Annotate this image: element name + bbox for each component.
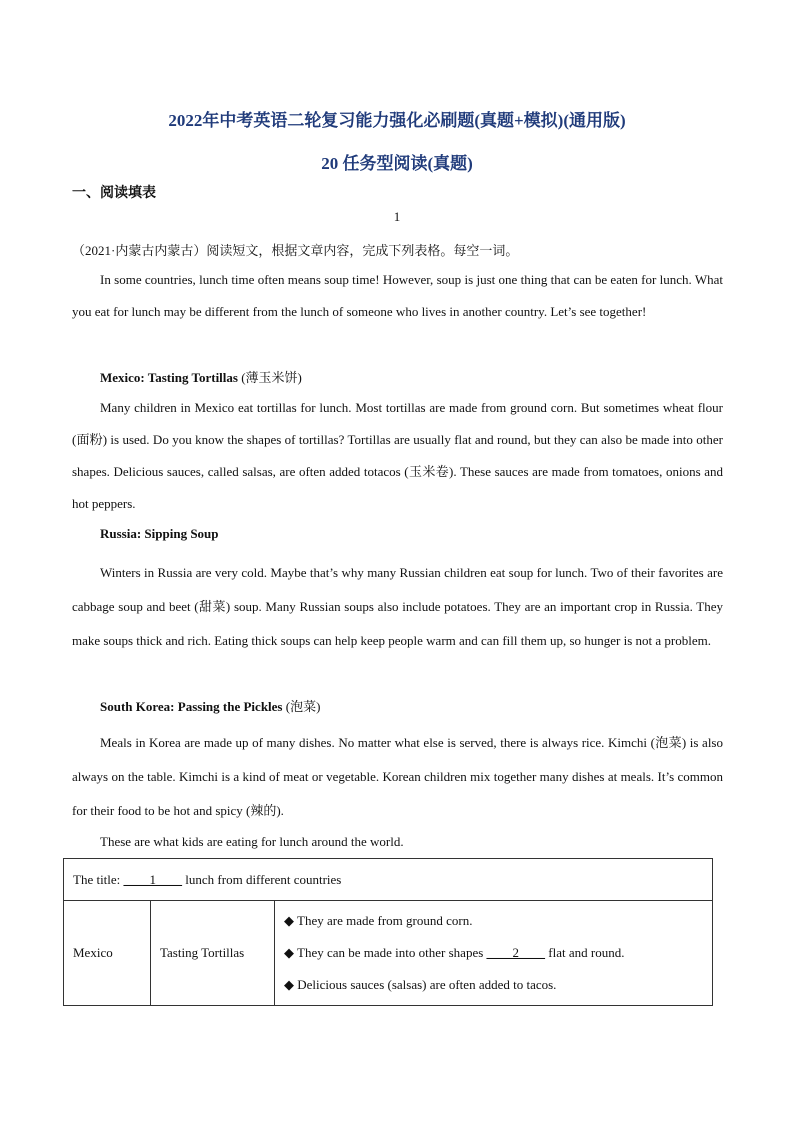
mexico-heading bbox=[100, 367, 302, 386]
table-title-cell bbox=[64, 859, 713, 901]
answer-table bbox=[63, 858, 713, 1006]
bullet-text: ◆ They can be made into other shapes bbox=[284, 945, 487, 960]
table-row bbox=[64, 859, 713, 901]
bullet-item bbox=[284, 937, 703, 969]
korea-heading-note: (泡菜) bbox=[282, 699, 321, 714]
bullet-item: ◆ They are made from ground corn. bbox=[284, 913, 473, 928]
russia-heading-text: Russia: Sipping Soup bbox=[100, 526, 219, 541]
question-source: （2021·内蒙古内蒙古）阅读短文，根据文章内容，完成下列表格。每空一词。 bbox=[72, 243, 519, 258]
table-row bbox=[64, 901, 713, 1006]
korea-heading bbox=[100, 696, 320, 715]
food-cell: Tasting Tortillas bbox=[151, 901, 275, 1006]
mexico-heading-text: Mexico: Tasting Tortillas bbox=[100, 370, 238, 385]
question-number: 1 bbox=[393, 209, 401, 224]
russia-heading bbox=[100, 526, 219, 542]
document-subtitle: 20 任务型阅读(真题) bbox=[321, 154, 473, 173]
answer-blank-2[interactable]: ____2____ bbox=[486, 945, 546, 960]
table-title-prefix: The title: bbox=[73, 871, 124, 887]
document-title: 2022年中考英语二轮复习能力强化必刷题(真题+模拟)(通用版) bbox=[168, 111, 626, 130]
passage-intro: In some countries, lunch time often means soup time! However, soup is just one thing that can be eaten for lunch. What you eat for lunch may be different from the lunch of someone who lives in another country. Let’s see together! bbox=[72, 272, 723, 319]
russia-paragraph: Winters in Russia are very cold. Maybe that’s why many Russian children eat soup for lunch. Two of their favorites are cabbage soup and beet (甜菜) soup. Many Russian soups also include potatoes. They are an important crop in Russia. They make soups thick and rich. Eating thick soups can help keep people warm and can fill them up, so hunger is not a problem. bbox=[72, 565, 723, 648]
bullet-text: flat and round. bbox=[545, 945, 625, 960]
details-cell bbox=[275, 901, 713, 1006]
answer-blank-1[interactable]: ____1____ bbox=[123, 871, 183, 887]
country-cell: Mexico bbox=[64, 901, 151, 1006]
korea-heading-text: South Korea: Passing the Pickles bbox=[100, 699, 283, 714]
mexico-heading-note: (薄玉米饼) bbox=[237, 370, 302, 385]
korea-paragraph: Meals in Korea are made up of many dishes. No matter what else is served, there is always rice. Kimchi (泡菜) is also always on the table. Kimchi is a kind of meat or vegetable. Korean children mix together many dishes at meals. It’s common for their food to be hot and spicy (辣的). bbox=[72, 735, 723, 818]
passage-closing: These are what kids are eating for lunch around the world. bbox=[100, 834, 404, 849]
section-heading: 一、阅读填表 bbox=[72, 186, 156, 201]
bullet-item: ◆ Delicious sauces (salsas) are often added to tacos. bbox=[284, 977, 557, 992]
mexico-paragraph: Many children in Mexico eat tortillas for lunch. Most tortillas are made from ground corn. But sometimes wheat flour (面粉) is used. Do you know the shapes of tortillas? Tortillas are usually flat and round, but they can also be made into other shapes. Delicious sauces, called salsas, are often added totacos (玉米卷). These sauces are made from tomatoes, onions and hot peppers. bbox=[72, 400, 723, 511]
table-title-suffix: lunch from different countries bbox=[182, 871, 342, 887]
